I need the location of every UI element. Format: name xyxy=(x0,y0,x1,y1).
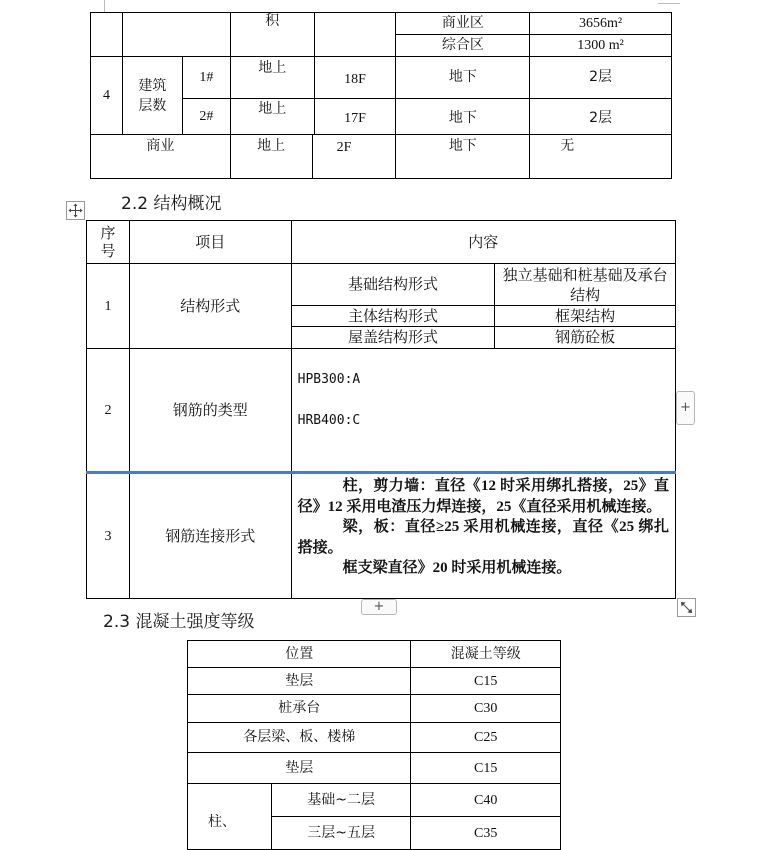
area-label-text: 积 xyxy=(265,13,280,29)
header-index xyxy=(87,221,130,264)
building-name: 2# xyxy=(182,99,230,135)
floors-label-text: 建筑层数 xyxy=(138,77,167,114)
position-cell: 垫层 xyxy=(188,668,411,695)
above-ground-value: 18F xyxy=(314,57,396,99)
insert-column-button[interactable]: + xyxy=(676,391,695,425)
connection-paragraph: 梁，板：直径≥25 采用机械连接，直径《25 绑扎搭接。 xyxy=(297,519,669,556)
page-corner-mark-right xyxy=(658,0,680,4)
row-index: 2 xyxy=(87,349,130,473)
rebar-type-line: HRB400:C xyxy=(297,413,361,428)
sub-item-value: 框架结构 xyxy=(495,306,676,327)
diagonal-arrow-icon xyxy=(678,599,695,616)
row-item: 结构形式 xyxy=(129,264,291,349)
rebar-type-line: HPB300:A xyxy=(297,372,361,387)
below-ground-value: 2层 xyxy=(530,99,672,135)
position-cell: 垫层 xyxy=(188,753,411,784)
sub-item-name: 主体结构形式 xyxy=(291,306,495,327)
page-corner-mark-left xyxy=(104,0,105,12)
position-cell: 各层梁、板、楼梯 xyxy=(188,723,411,753)
zone-area-value: 3656m² xyxy=(530,13,672,35)
floors-label xyxy=(122,57,182,135)
zone-name: 商业区 xyxy=(396,13,530,35)
commercial-row-table xyxy=(90,134,672,179)
header-content: 内容 xyxy=(291,221,675,264)
below-ground-value: 无 xyxy=(530,135,672,179)
position-cell: 基础~二层 xyxy=(271,784,411,817)
above-ground-label: 地上 xyxy=(230,135,312,179)
sub-item-name: 屋盖结构形式 xyxy=(291,327,495,349)
rebar-connection-cell xyxy=(291,473,675,599)
connection-paragraph: 框支梁直径》20 时采用机械连接。 xyxy=(342,560,572,576)
section-heading-2-2: 2.2 结构概况 xyxy=(121,194,222,214)
move-handle-icon[interactable] xyxy=(66,201,85,220)
commercial-name: 商业 xyxy=(91,135,231,179)
grade-cell: C15 xyxy=(411,668,561,695)
sub-item-value: 独立基础和桩基础及承台结构 xyxy=(495,264,676,306)
structure-overview-table xyxy=(86,220,676,599)
grade-cell: C25 xyxy=(411,723,561,753)
above-ground-value: 2F xyxy=(312,135,396,179)
below-ground-value: 2层 xyxy=(530,57,672,99)
row-index: 3 xyxy=(87,473,130,599)
position-cell: 三层~五层 xyxy=(271,817,411,850)
sub-item-name: 基础结构形式 xyxy=(291,264,495,306)
column-group-label-text: 柱、 xyxy=(208,814,236,830)
resize-handle-icon[interactable] xyxy=(677,598,696,617)
below-ground-label: 地下 xyxy=(396,99,530,135)
insert-row-button[interactable]: + xyxy=(361,599,397,615)
column-group-label xyxy=(188,784,272,850)
grade-cell: C40 xyxy=(411,784,561,817)
section-heading-2-3: 2.3 混凝土强度等级 xyxy=(103,612,255,632)
building-name: 1# xyxy=(182,57,230,99)
move-arrows-icon xyxy=(67,202,84,219)
above-ground-label: 地上 xyxy=(230,57,314,99)
header-position: 位置 xyxy=(188,641,411,668)
position-cell: 桩承台 xyxy=(188,695,411,723)
zone-name: 综合区 xyxy=(396,35,530,57)
below-ground-label: 地下 xyxy=(396,57,530,99)
header-index-text: 序号 xyxy=(100,224,116,260)
sub-item-value: 钢筋砼板 xyxy=(495,327,676,349)
cell-empty xyxy=(122,13,230,57)
grade-cell: C30 xyxy=(411,695,561,723)
building-info-table xyxy=(90,12,672,135)
connection-paragraph: 柱，剪力墙：直径《12 时采用绑扎搭接，25》直径》12 采用电渣压力焊连接，25《直径采用机械连接。 xyxy=(297,478,669,515)
header-grade: 混凝土等级 xyxy=(411,641,561,668)
grade-cell: C35 xyxy=(411,817,561,850)
row-index: 4 xyxy=(91,57,123,135)
row-index: 1 xyxy=(87,264,130,349)
zone-area-value: 1300 m² xyxy=(530,35,672,57)
grade-cell: C15 xyxy=(411,753,561,784)
area-label xyxy=(230,13,314,57)
row-item: 钢筋连接形式 xyxy=(129,473,291,599)
header-item: 项目 xyxy=(129,221,291,264)
rebar-types-cell xyxy=(291,349,675,473)
concrete-grade-table xyxy=(187,640,561,850)
above-ground-value: 17F xyxy=(314,99,396,135)
below-ground-label: 地下 xyxy=(396,135,530,179)
above-ground-label: 地上 xyxy=(230,99,314,135)
row-item: 钢筋的类型 xyxy=(129,349,291,473)
cell-empty xyxy=(314,13,396,57)
cell-empty xyxy=(91,13,123,57)
